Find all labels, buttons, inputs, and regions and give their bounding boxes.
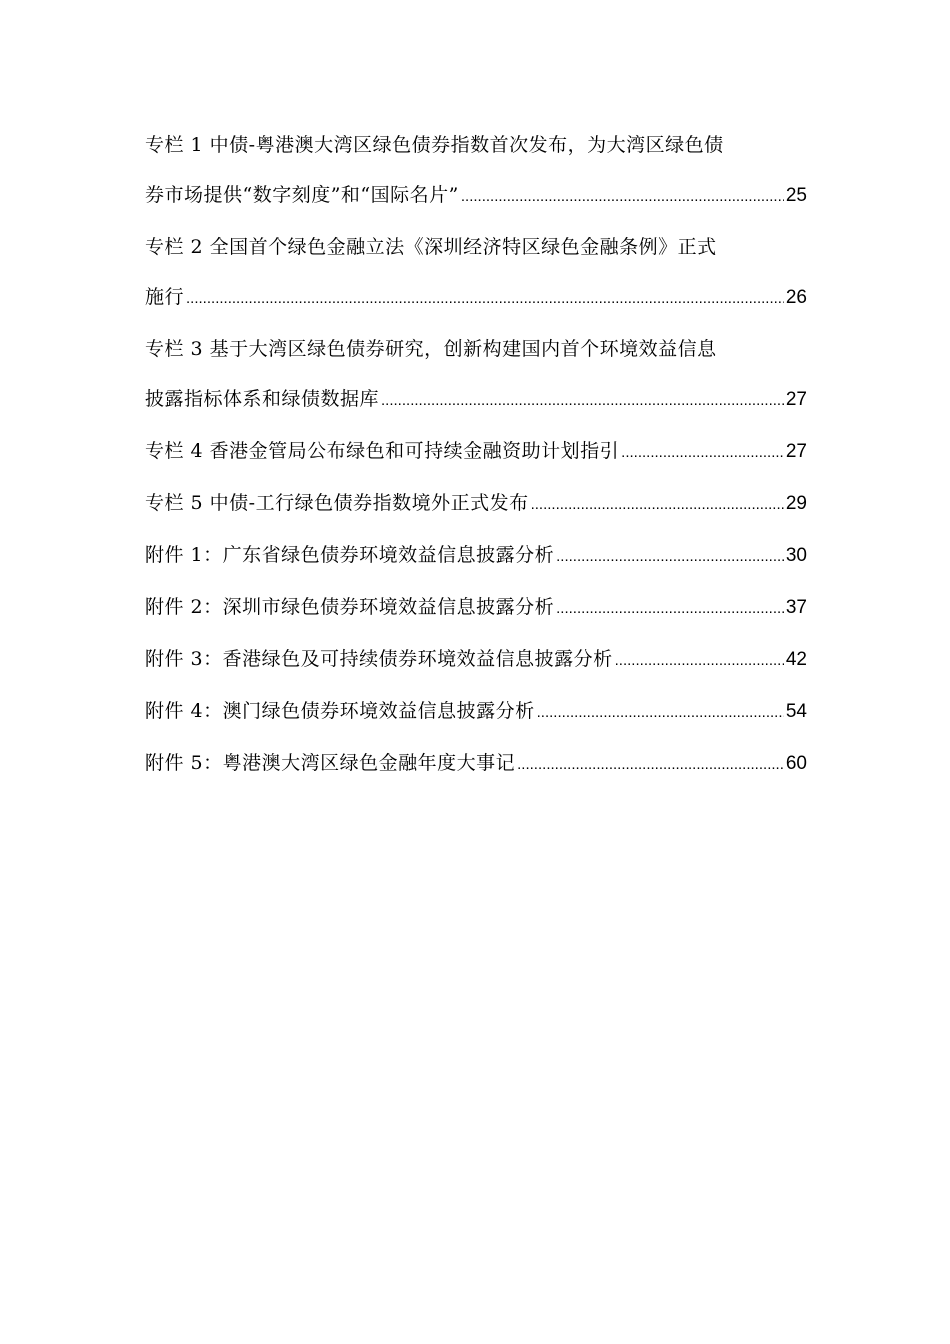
toc-entry-title-line: 附件 1：广东省绿色债券环境效益信息披露分析	[145, 544, 555, 566]
toc-page-number: 29	[785, 493, 807, 514]
toc-entry-appendix-1[interactable]	[145, 530, 807, 582]
dot-leader	[615, 636, 784, 686]
toc-page-number: 27	[785, 441, 807, 462]
toc-page-number: 30	[785, 545, 807, 566]
table-of-contents	[145, 120, 807, 790]
dot-leader	[556, 532, 784, 582]
toc-entry-title-line: 附件 2：深圳市绿色债券环境效益信息披露分析	[145, 596, 555, 618]
toc-entry-title-line: 券市场提供“数字刻度”和“国际名片”	[145, 184, 459, 206]
toc-entry-column-3[interactable]	[145, 324, 807, 426]
toc-entry-title-line: 专栏 2 全国首个绿色金融立法《深圳经济特区绿色金融条例》正式	[145, 236, 717, 258]
toc-page-number: 26	[785, 287, 807, 308]
toc-entry-title-line: 附件 3：香港绿色及可持续债券环境效益信息披露分析	[145, 648, 613, 670]
toc-entry-column-4[interactable]	[145, 426, 807, 478]
toc-page-number: 25	[785, 185, 807, 206]
toc-entry-title-line: 专栏 3 基于大湾区绿色债券研究，创新构建国内首个环境效益信息	[145, 338, 717, 360]
toc-entry-appendix-2[interactable]	[145, 582, 807, 634]
toc-entry-appendix-5[interactable]	[145, 738, 807, 790]
toc-page-number: 37	[785, 597, 807, 618]
dot-leader	[531, 480, 784, 530]
toc-page-number: 54	[785, 701, 807, 722]
dot-leader	[381, 376, 784, 426]
toc-entry-title-line: 披露指标体系和绿债数据库	[145, 388, 380, 410]
dot-leader	[186, 274, 784, 324]
toc-entry-column-1[interactable]	[145, 120, 807, 222]
toc-entry-title-line: 专栏 1 中债-粤港澳大湾区绿色债券指数首次发布，为大湾区绿色债	[145, 134, 724, 156]
toc-entry-title-line: 专栏 4 香港金管局公布绿色和可持续金融资助计划指引	[145, 440, 620, 462]
dot-leader	[461, 172, 784, 222]
toc-page-number: 60	[785, 753, 807, 774]
toc-entry-column-2[interactable]	[145, 222, 807, 324]
dot-leader	[517, 740, 784, 790]
dot-leader	[556, 584, 784, 634]
toc-entry-title-line: 专栏 5 中债-工行绿色债券指数境外正式发布	[145, 492, 529, 514]
toc-page-number: 42	[785, 649, 807, 670]
dot-leader	[537, 688, 784, 738]
toc-entry-appendix-4[interactable]	[145, 686, 807, 738]
dot-leader	[621, 428, 784, 478]
toc-page-number: 27	[785, 389, 807, 410]
toc-entry-appendix-3[interactable]	[145, 634, 807, 686]
toc-entry-title-line: 附件 5：粤港澳大湾区绿色金融年度大事记	[145, 752, 516, 774]
toc-entry-title-line: 附件 4：澳门绿色债券环境效益信息披露分析	[145, 700, 535, 722]
toc-entry-title-line: 施行	[145, 286, 185, 308]
toc-entry-column-5[interactable]	[145, 478, 807, 530]
